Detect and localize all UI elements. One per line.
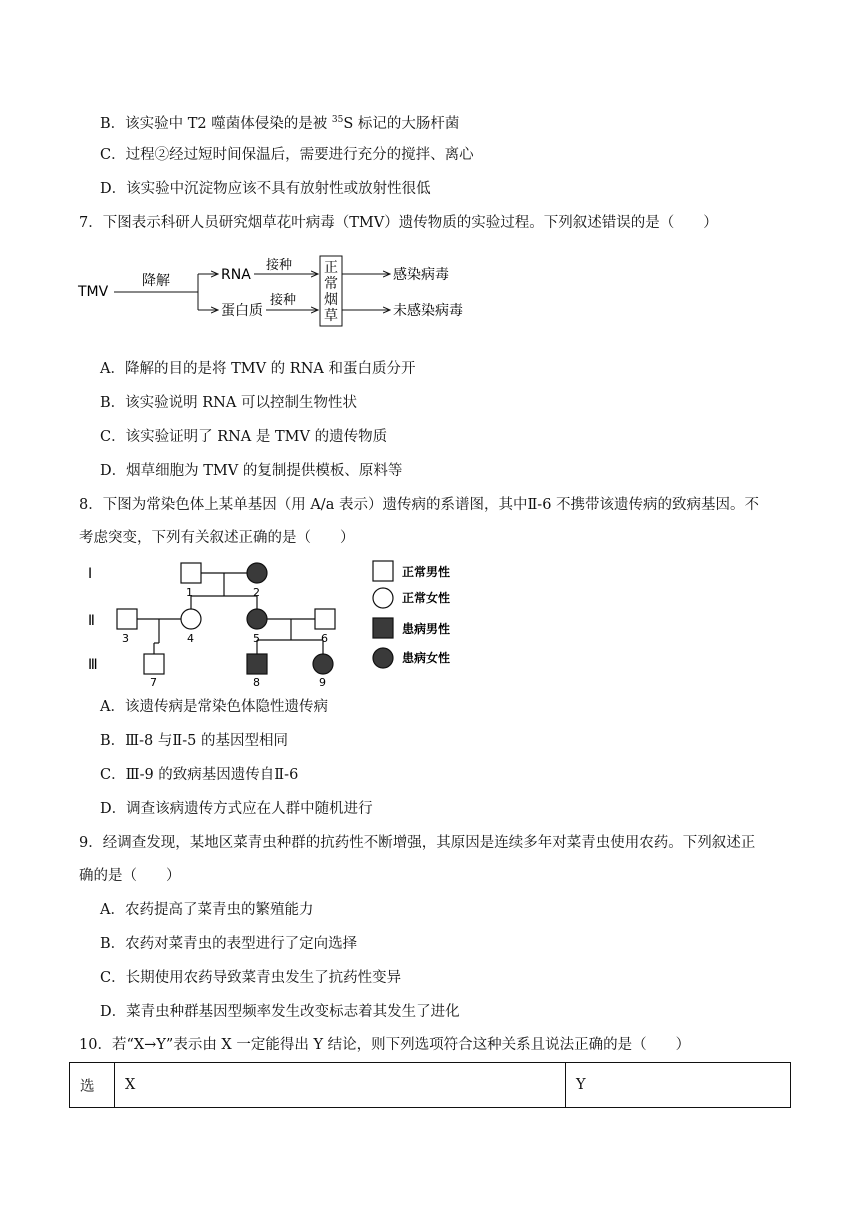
tmv-experiment-diagram: [70, 252, 480, 330]
box-char-3: 烟: [324, 292, 338, 308]
table-head-x: X: [115, 1063, 566, 1108]
q6-option-c: C．过程②经过短时间保温后，需要进行充分的搅拌、离心: [100, 147, 474, 163]
legend-affected-male-icon: [373, 618, 393, 638]
individual-III9: [313, 654, 333, 674]
q8-option-a: A．该遗传病是常染色体隐性遗传病: [100, 699, 328, 715]
individual-I2: [247, 563, 267, 583]
legend-affected-female-icon: [373, 648, 393, 668]
box-char-4: 草: [324, 308, 338, 324]
q6-option-b: B．该实验中 T2 噬菌体侵染的是被 $^{35}$S 标记的大肠杆菌: [100, 115, 460, 132]
box-char-1: 正: [324, 260, 338, 276]
gen-label-2: Ⅱ: [88, 613, 95, 629]
individual-I1: [181, 563, 201, 583]
id-4: 4: [187, 632, 194, 645]
q6-option-d: D．该实验中沉淀物应该不具有放射性或放射性很低: [100, 181, 431, 197]
q9-stem-line2: 确的是（ ）: [79, 868, 181, 884]
pedigree-chart: [80, 558, 480, 690]
individual-II3: [117, 609, 137, 629]
q8-stem-line1: 8．下图为常染色体上某单基因（用 A/a 表示）遗传病的系谱图，其中Ⅱ-6 不携带该遗传病的致病基因。不: [79, 497, 760, 513]
gen-label-3: Ⅲ: [88, 657, 98, 673]
q8-stem-line2: 考虑突变，下列有关叙述正确的是（ ）: [79, 530, 355, 546]
q8-option-b: B．Ⅲ-8 与Ⅱ-5 的基因型相同: [100, 733, 288, 749]
table-head-y: Y: [566, 1063, 791, 1108]
legend-normal-female-icon: [373, 588, 393, 608]
inoculate-label-1: 接种: [266, 258, 293, 273]
id-3: 3: [122, 632, 129, 645]
q9-option-c: C．长期使用农药导致菜青虫发生了抗药性变异: [100, 970, 402, 986]
q7-option-b: B．该实验说明 RNA 可以控制生物性状: [100, 395, 357, 411]
q7-option-c: C．该实验证明了 RNA 是 TMV 的遗传物质: [100, 429, 388, 445]
legend-normal-male-icon: [373, 561, 393, 581]
id-8: 8: [253, 676, 260, 689]
id-6: 6: [321, 632, 328, 645]
q9-option-b: B．农药对菜青虫的表型进行了定向选择: [100, 936, 358, 952]
rna-label: RNA: [221, 267, 251, 283]
legend-affected-male: 患病男性: [402, 622, 451, 636]
q10-stem: 10．若“X→Y”表示由 X 一定能得出 Y 结论，则下列选项符合这种关系且说法正确的是（ ）: [79, 1037, 691, 1053]
box-char-2: 常: [324, 276, 338, 292]
result-uninfected: 未感染病毒: [393, 303, 463, 319]
legend-normal-female: 正常女性: [402, 591, 451, 605]
result-infected: 感染病毒: [393, 267, 449, 283]
q8-option-c: C．Ⅲ-9 的致病基因遗传自Ⅱ-6: [100, 767, 299, 783]
q8-option-d: D．调查该病遗传方式应在人群中随机进行: [100, 801, 373, 817]
individual-III8: [247, 654, 267, 674]
q10-table: [69, 1062, 791, 1108]
individual-II5: [247, 609, 267, 629]
legend-normal-male: 正常男性: [402, 565, 451, 579]
q7-option-d: D．烟草细胞为 TMV 的复制提供模板、原料等: [100, 463, 403, 479]
legend-affected-female: 患病女性: [402, 651, 451, 665]
q7-option-a: A．降解的目的是将 TMV 的 RNA 和蛋白质分开: [100, 361, 416, 377]
q9-stem-line1: 9．经调查发现，某地区菜青虫种群的抗药性不断增强，其原因是连续多年对菜青虫使用农药。下列叙述正: [79, 835, 756, 851]
id-7: 7: [150, 676, 157, 689]
id-5: 5: [253, 632, 260, 645]
inoculate-label-2: 接种: [270, 293, 297, 308]
q7-stem: 7．下图表示科研人员研究烟草花叶病毒（TMV）遗传物质的实验过程。下列叙述错误的是（ ）: [79, 215, 718, 231]
individual-II6: [315, 609, 335, 629]
gen-label-1: Ⅰ: [88, 566, 93, 582]
id-2: 2: [253, 586, 260, 599]
id-1: 1: [186, 586, 193, 599]
q9-option-a: A．农药提高了菜青虫的繁殖能力: [100, 902, 314, 918]
table-row: [70, 1063, 791, 1108]
id-9: 9: [319, 676, 326, 689]
individual-II4: [181, 609, 201, 629]
q9-option-d: D．菜青虫种群基因型频率发生改变标志着其发生了进化: [100, 1004, 460, 1020]
protein-label: 蛋白质: [221, 303, 263, 319]
individual-III7: [144, 654, 164, 674]
table-head-option: 选: [70, 1063, 115, 1108]
degrade-label: 降解: [142, 273, 170, 289]
tmv-label: TMV: [78, 284, 109, 300]
